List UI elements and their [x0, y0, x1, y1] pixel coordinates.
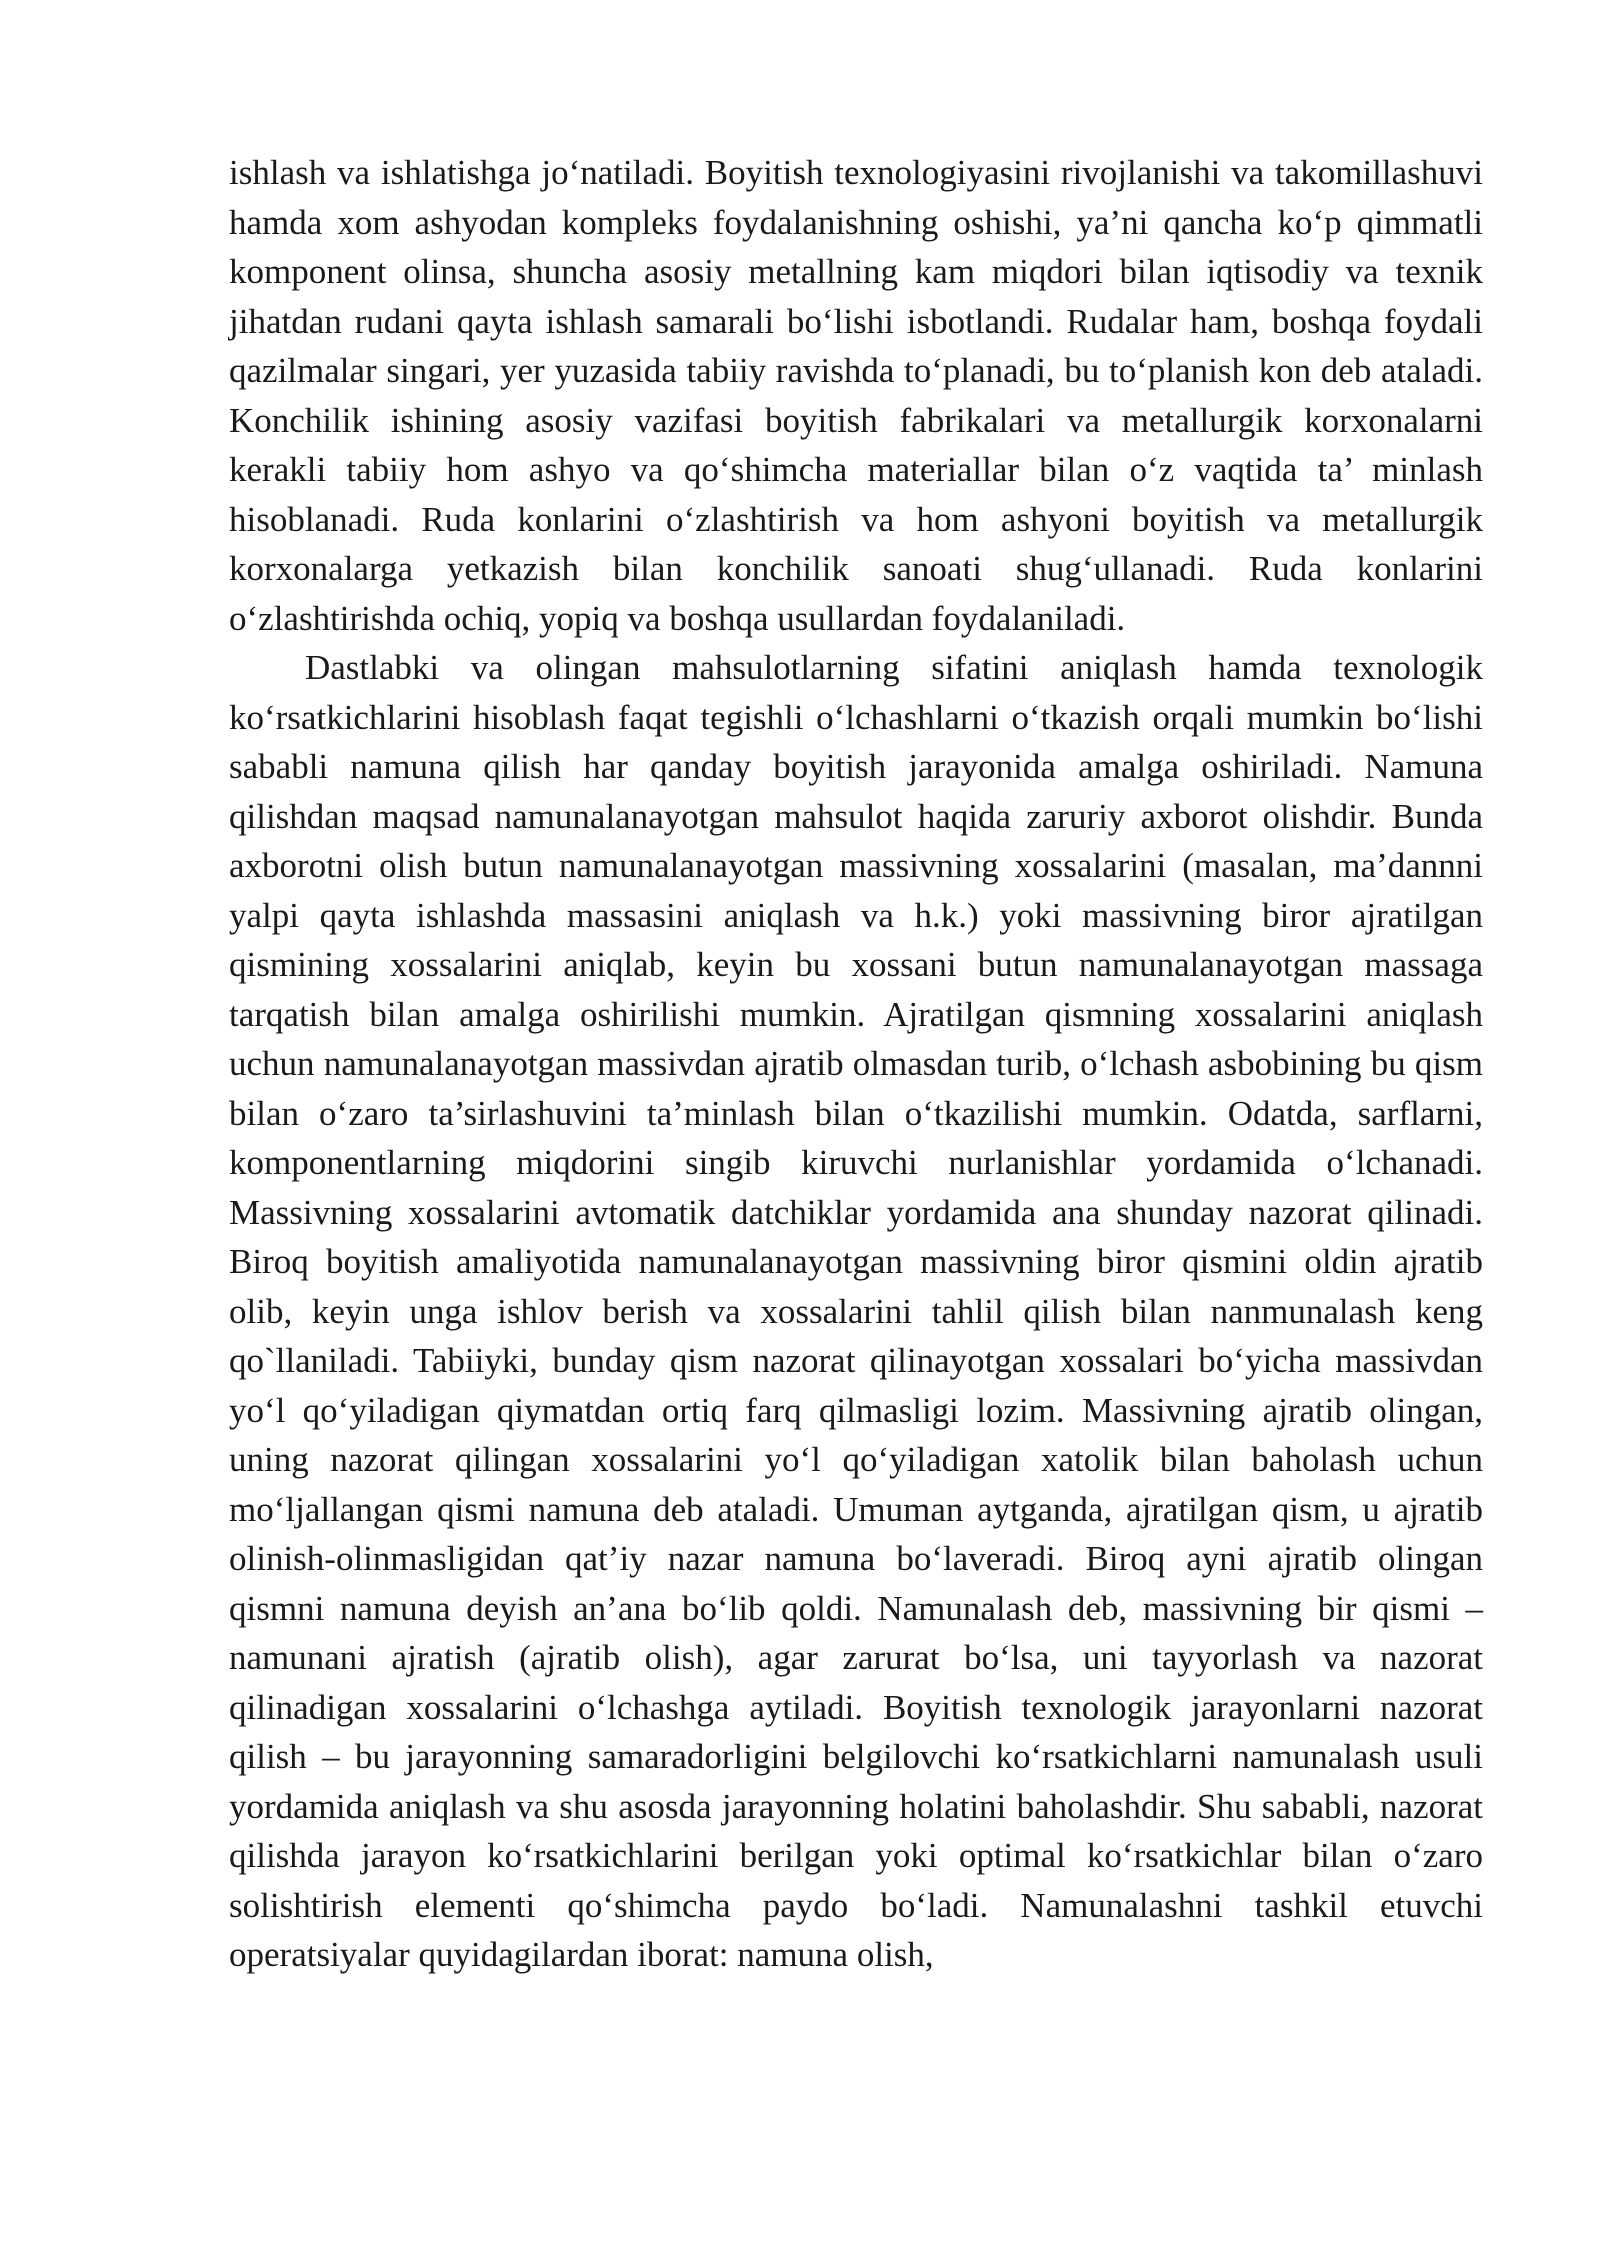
paragraph-intro: ishlash va ishlatishga jo‘natiladi. Boyitish texnologiyasini rivojlanishi va takomillashuvi hamda xom ashyodan kompleks foydalanishning oshishi, ya’ni qancha ko‘p qimmatli komponent olinsa, shuncha asosiy metallning kam miqdori bilan iqtisodiy va texnik jihatdan rudani qayta ishlash samarali bo‘lishi isbotlandi. Rudalar ham, boshqa foydali qazilmalar singari, yer yuzasida tabiiy ravishda to‘planadi, bu to‘planish kon deb ataladi. Konchilik ishining asosiy vazifasi boyitish fabrikalari va metallurgik korxonalarni kerakli tabiiy hom ashyo va qo‘shimcha materiallar bilan o‘z vaqtida ta’ minlash hisoblanadi. Ruda konlarini o‘zlashtirish va hom ashyoni boyitish va metallurgik korxonalarga yetkazish bilan konchilik sanoati shug‘ullanadi. Ruda konlarini o‘zlashtirishda ochiq, yopiq va boshqa usullardan foydalaniladi. [229, 153, 1483, 638]
document-page [229, 148, 1483, 1980]
paragraph-sampling: Dastlabki va olingan mahsulotlarning sifatini aniqlash hamda texnologik ko‘rsatkichlarini hisoblash faqat tegishli o‘lchashlarni o‘tkazish orqali mumkin bo‘lishi sababli namuna qilish har qanday boyitish jarayonida amalga oshiriladi. Namuna qilishdan maqsad namunalanayotgan mahsulot haqida zaruriy axborot olishdir. Bunda axborotni olish butun namunalanayotgan massivning xossalarini (masalan, ma’dannni yalpi qayta ishlashda massasini aniqlash va h.k.) yoki massivning biror ajratilgan qismining xossalarini aniqlab, keyin bu xossani butun namunalanayotgan massaga tarqatish bilan amalga oshirilishi mumkin. Ajratilgan qismning xossalarini aniqlash uchun namunalanayotgan massivdan ajratib olmasdan turib, o‘lchash asbobining bu qism bilan o‘zaro ta’sirlashuvini ta’minlash bilan o‘tkazilishi mumkin. Odatda, sarflarni, komponentlarning miqdorini singib kiruvchi nurlanishlar yordamida o‘lchanadi. Massivning xossalarini avtomatik datchiklar yordamida ana shunday nazorat qilinadi. Biroq boyitish amaliyotida namunalanayotgan massivning biror qismini oldin ajratib olib, keyin unga ishlov berish va xossalarini tahlil qilish bilan nanmunalash keng qo`llaniladi. Tabiiyki, bunday qism nazorat qilinayotgan xossalari bo‘yicha massivdan yo‘l qo‘yiladigan qiymatdan ortiq farq qilmasligi lozim. Massivning ajratib olingan, uning nazorat qilingan xossalarini yo‘l qo‘yiladigan xatolik bilan baholash uchun mo‘ljallangan qismi namuna deb ataladi. Umuman aytganda, ajratilgan qism, u ajratib olinish-olinmasligidan qat’iy nazar namuna bo‘laveradi. Biroq ayni ajratib olingan qismni namuna deyish an’ana bo‘lib qoldi. Namunalash deb, massivning bir qismi – namunani ajratish (ajratib olish), agar zarurat bo‘lsa, uni tayyorlash va nazorat qilinadigan xossalarini o‘lchashga aytiladi. Boyitish texnologik jarayonlarni nazorat qilish – bu jarayonning samaradorligini belgilovchi ko‘rsatkichlarni namunalash usuli yordamida aniqlash va shu asosda jarayonning holatini baholashdir. Shu sababli, nazorat qilishda jarayon ko‘rsatkichlarini berilgan yoki optimal ko‘rsatkichlar bilan o‘zaro solishtirish elementi qo‘shimcha paydo bo‘ladi. Namunalashni tashkil etuvchi operatsiyalar quyidagilardan iborat: namuna olish, [229, 648, 1483, 1974]
